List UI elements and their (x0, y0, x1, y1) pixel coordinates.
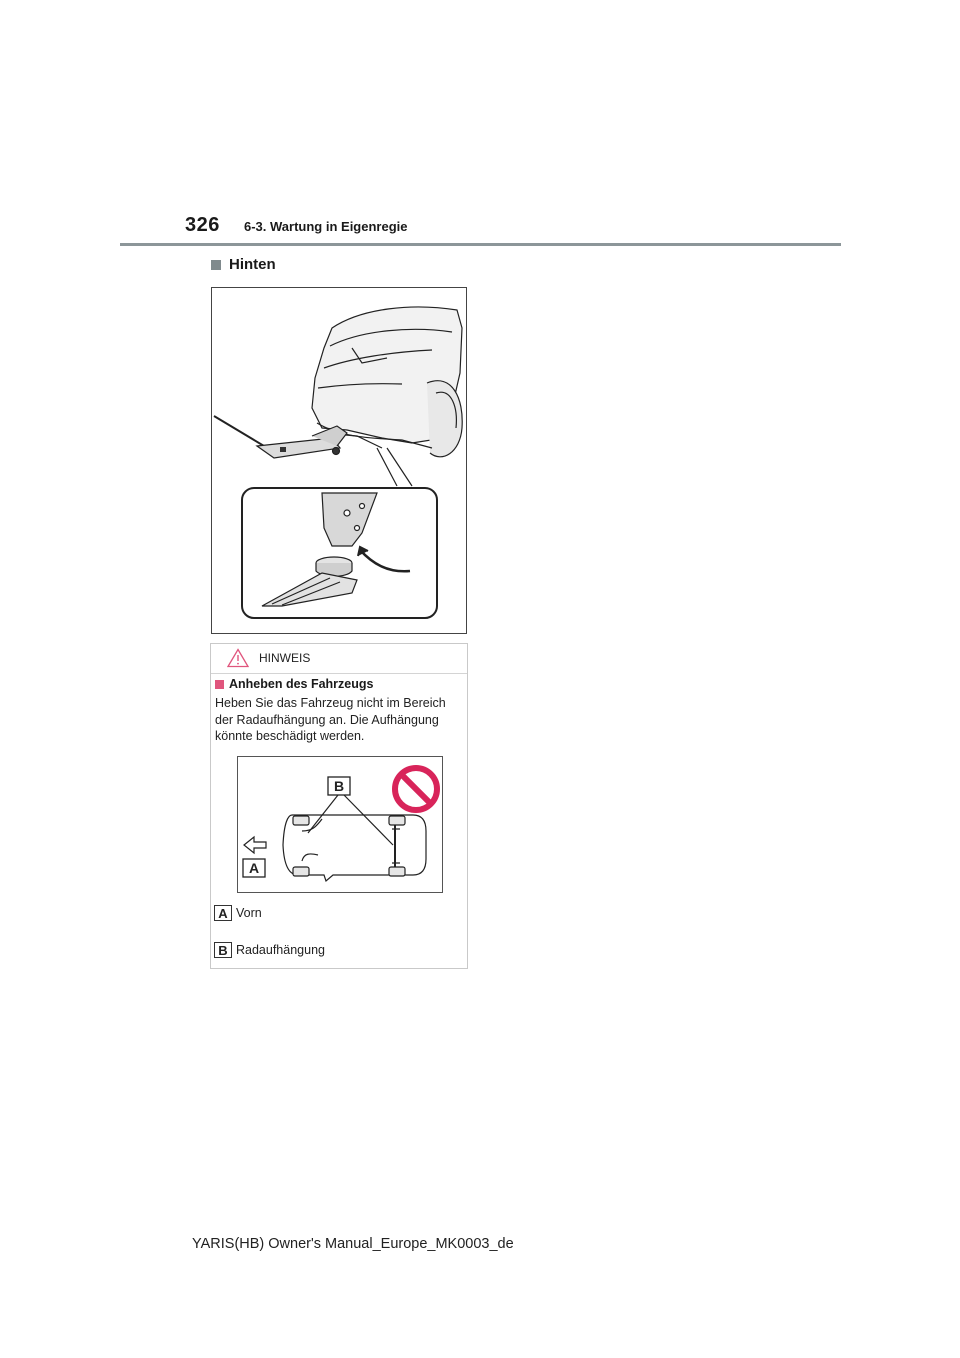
diagram-label-b: B (333, 778, 345, 794)
notice-body: Heben Sie das Fahrzeug nicht im Bereich der Radaufhängung an. Die Aufhängung könnte beschädigt werden. (215, 696, 446, 743)
legend-key: B (214, 942, 232, 958)
header-divider (120, 243, 841, 246)
legend-row-a (214, 905, 262, 921)
suspension-drawing (238, 757, 442, 892)
square-bullet-icon (211, 260, 221, 270)
rear-jack-illustration (211, 287, 467, 634)
notice-subheading-text: Anheben des Fahrzeugs (229, 677, 374, 691)
notice-box (210, 643, 468, 969)
notice-header (211, 644, 467, 674)
sub-heading (211, 256, 276, 273)
suspension-diagram (237, 756, 443, 893)
rear-jack-drawing (212, 288, 466, 633)
footer-text: YARIS(HB) Owner's Manual_Europe_MK0003_de (192, 1236, 514, 1252)
square-bullet-icon (215, 680, 224, 689)
warning-triangle-icon (227, 648, 249, 668)
notice-label: HINWEIS (259, 651, 311, 665)
section-title: 6-3. Wartung in Eigenregie (244, 219, 408, 234)
legend-label: Vorn (236, 906, 262, 920)
legend-label: Radaufhängung (236, 943, 325, 957)
legend-key: A (214, 905, 232, 921)
legend-row-b (214, 942, 325, 958)
page-number: 326 (185, 214, 220, 236)
notice-subheading (215, 677, 373, 691)
sub-heading-label: Hinten (229, 256, 276, 273)
diagram-label-a: A (248, 860, 260, 876)
